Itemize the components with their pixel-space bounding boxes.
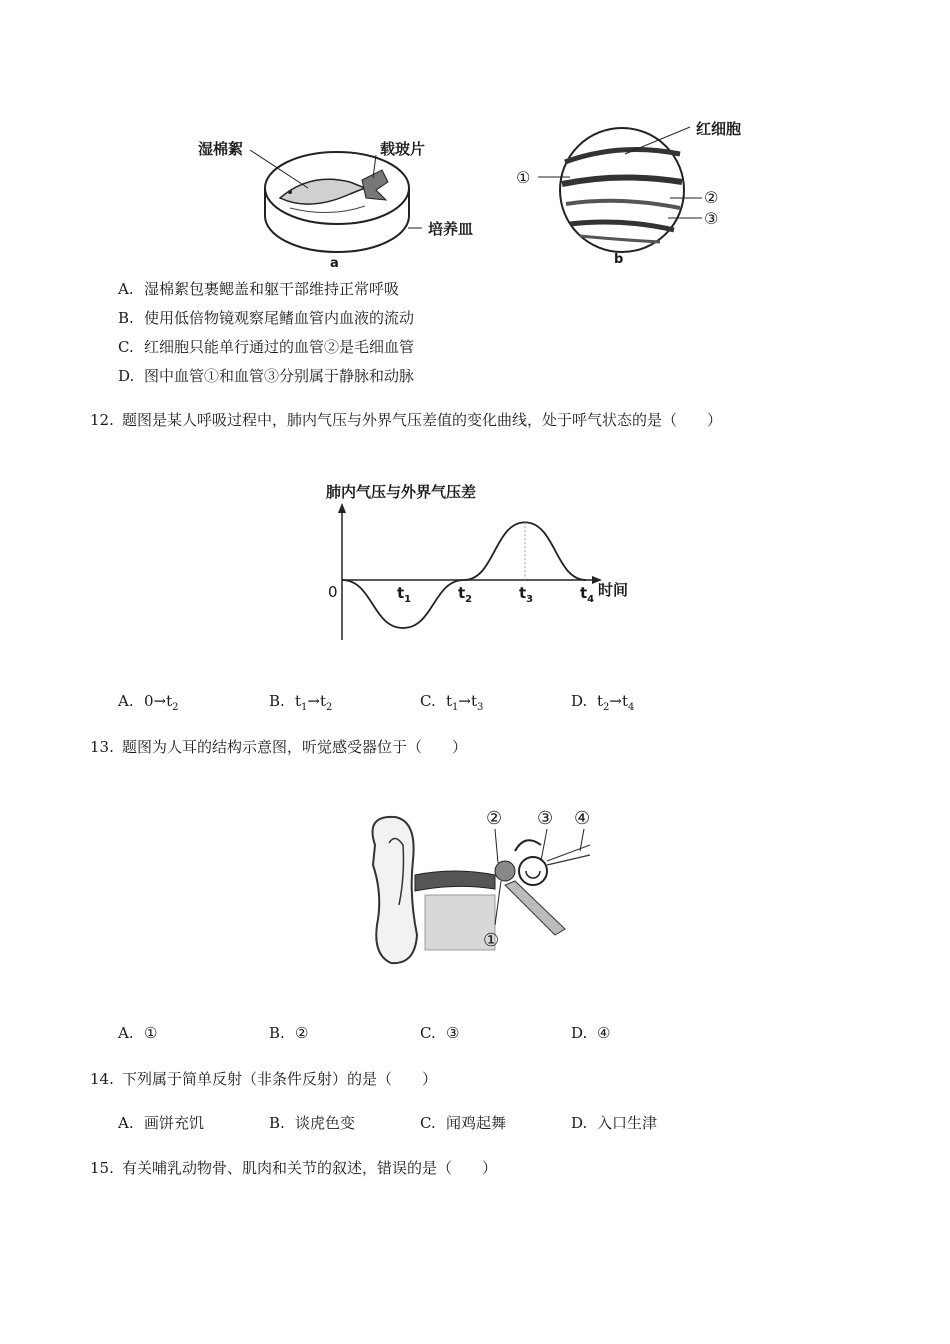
q11-option-b <box>118 307 414 328</box>
option-to-sub: 2 <box>172 702 179 713</box>
figure-blood-vessels <box>510 112 780 270</box>
option-from: t <box>597 692 604 710</box>
x-axis-label: 时间 <box>598 581 629 599</box>
question-number: 15. <box>90 1159 114 1177</box>
option-text: ④ <box>597 1024 611 1042</box>
question-text: 有关哺乳动物骨、肌肉和关节的叙述，错误的是（ ） <box>122 1159 498 1177</box>
option-text: 入口生津 <box>597 1114 658 1132</box>
option-to: t <box>319 692 327 710</box>
q12-option-c <box>420 692 483 713</box>
option-to-sub: 3 <box>477 702 484 713</box>
option-from: 0 <box>144 692 154 710</box>
option-text: 图中血管①和血管③分别属于静脉和动脉 <box>144 367 415 385</box>
label-vessel-3: ③ <box>704 209 719 228</box>
option-to: t <box>621 692 629 710</box>
option-key: A. <box>118 1024 134 1042</box>
label-red-blood-cell: 红细胞 <box>696 120 742 138</box>
option-to: t <box>470 692 478 710</box>
q12-option-d <box>571 692 634 713</box>
option-text: 红细胞只能单行通过的血管②是毛细血管 <box>144 338 415 356</box>
option-to-sub: 4 <box>628 702 635 713</box>
q13-option-d <box>571 1024 610 1042</box>
origin-label: 0 <box>328 583 338 601</box>
ear-label-3: ③ <box>537 808 554 829</box>
q11-option-c <box>118 336 414 357</box>
option-from-sub: 1 <box>452 702 459 713</box>
q12-option-a <box>118 692 179 713</box>
pressure-chart-svg <box>310 475 640 645</box>
question-text: 下列属于简单反射（非条件反射）的是（ ） <box>122 1070 438 1088</box>
option-key: C. <box>420 1024 436 1042</box>
option-text: 画饼充饥 <box>144 1114 205 1132</box>
q12-option-b <box>269 692 332 713</box>
ear-label-1: ① <box>483 930 500 951</box>
option-to: t <box>166 692 173 710</box>
option-arrow: → <box>153 692 167 710</box>
option-key: D. <box>118 367 135 385</box>
figure-fish-dish <box>190 120 490 280</box>
label-wet-cotton: 湿棉絮 <box>198 140 244 158</box>
question-number: 13. <box>90 738 114 756</box>
q13-option-a <box>118 1024 157 1042</box>
q14-option-b <box>269 1112 355 1133</box>
label-fig-a: a <box>330 256 339 271</box>
ear-label-2: ② <box>486 808 503 829</box>
option-text: 闻鸡起舞 <box>446 1114 507 1132</box>
label-vessel-2: ② <box>704 188 719 207</box>
option-text: ③ <box>446 1024 460 1042</box>
option-key: D. <box>571 692 588 710</box>
figure-ear <box>355 805 605 975</box>
option-arrow: → <box>307 692 320 710</box>
option-key: A. <box>118 1114 134 1132</box>
ear-label-4: ④ <box>574 808 591 829</box>
option-key: A. <box>118 280 134 298</box>
ear-drawing <box>355 805 605 975</box>
label-vessel-1: ① <box>516 168 531 187</box>
question-text: 题图是某人呼吸过程中，肺内气压与外界气压差值的变化曲线，处于呼气状态的是（ ） <box>122 411 723 429</box>
option-arrow: → <box>609 692 622 710</box>
question-15 <box>90 1157 497 1178</box>
question-14 <box>90 1068 437 1089</box>
option-from: t <box>446 692 453 710</box>
question-text: 题图为人耳的结构示意图，听觉感受器位于（ ） <box>122 738 468 756</box>
option-from-sub: 2 <box>603 702 610 713</box>
q11-option-a <box>118 278 399 299</box>
option-key: D. <box>571 1024 588 1042</box>
question-12 <box>90 409 722 430</box>
pressure-chart <box>310 475 640 645</box>
pressure-curve <box>342 522 586 628</box>
x-tick-label: $t_3$ <box>519 584 534 605</box>
option-arrow: → <box>458 692 471 710</box>
option-key: C. <box>420 1114 436 1132</box>
x-tick-label: $t_1$ <box>397 584 412 605</box>
option-key: B. <box>269 1114 285 1132</box>
option-text: 谈虎色变 <box>295 1114 356 1132</box>
q14-option-d <box>571 1112 657 1133</box>
option-from-sub: 1 <box>301 702 308 713</box>
q13-option-c <box>420 1024 459 1042</box>
option-text: ② <box>295 1024 309 1042</box>
option-key: C. <box>118 338 134 356</box>
option-key: B. <box>118 309 134 327</box>
option-key: A. <box>118 692 134 710</box>
q14-option-a <box>118 1112 204 1133</box>
chart-title: 肺内气压与外界气压差 <box>326 483 477 501</box>
x-tick-label: $t_2$ <box>458 584 473 605</box>
label-fig-b: b <box>614 252 624 267</box>
option-key: B. <box>269 692 285 710</box>
option-key: D. <box>571 1114 588 1132</box>
question-number: 14. <box>90 1070 114 1088</box>
option-from: t <box>295 692 302 710</box>
option-text: 使用低倍物镜观察尾鳍血管内血液的流动 <box>144 309 415 327</box>
question-13 <box>90 736 467 757</box>
option-to-sub: 2 <box>326 702 333 713</box>
q14-option-c <box>420 1112 506 1133</box>
x-tick-label: $t_4$ <box>580 584 595 605</box>
option-key: B. <box>269 1024 285 1042</box>
label-petri-dish: 培养皿 <box>428 220 474 238</box>
q13-option-b <box>269 1024 308 1042</box>
y-axis-arrow <box>338 503 346 513</box>
option-text: 湿棉絮包裹鳃盖和躯干部维持正常呼吸 <box>144 280 400 298</box>
label-glass-slide: 载玻片 <box>380 140 426 158</box>
option-text: ① <box>144 1024 158 1042</box>
q11-option-d <box>118 365 414 386</box>
question-number: 12. <box>90 411 114 429</box>
option-key: C. <box>420 692 436 710</box>
